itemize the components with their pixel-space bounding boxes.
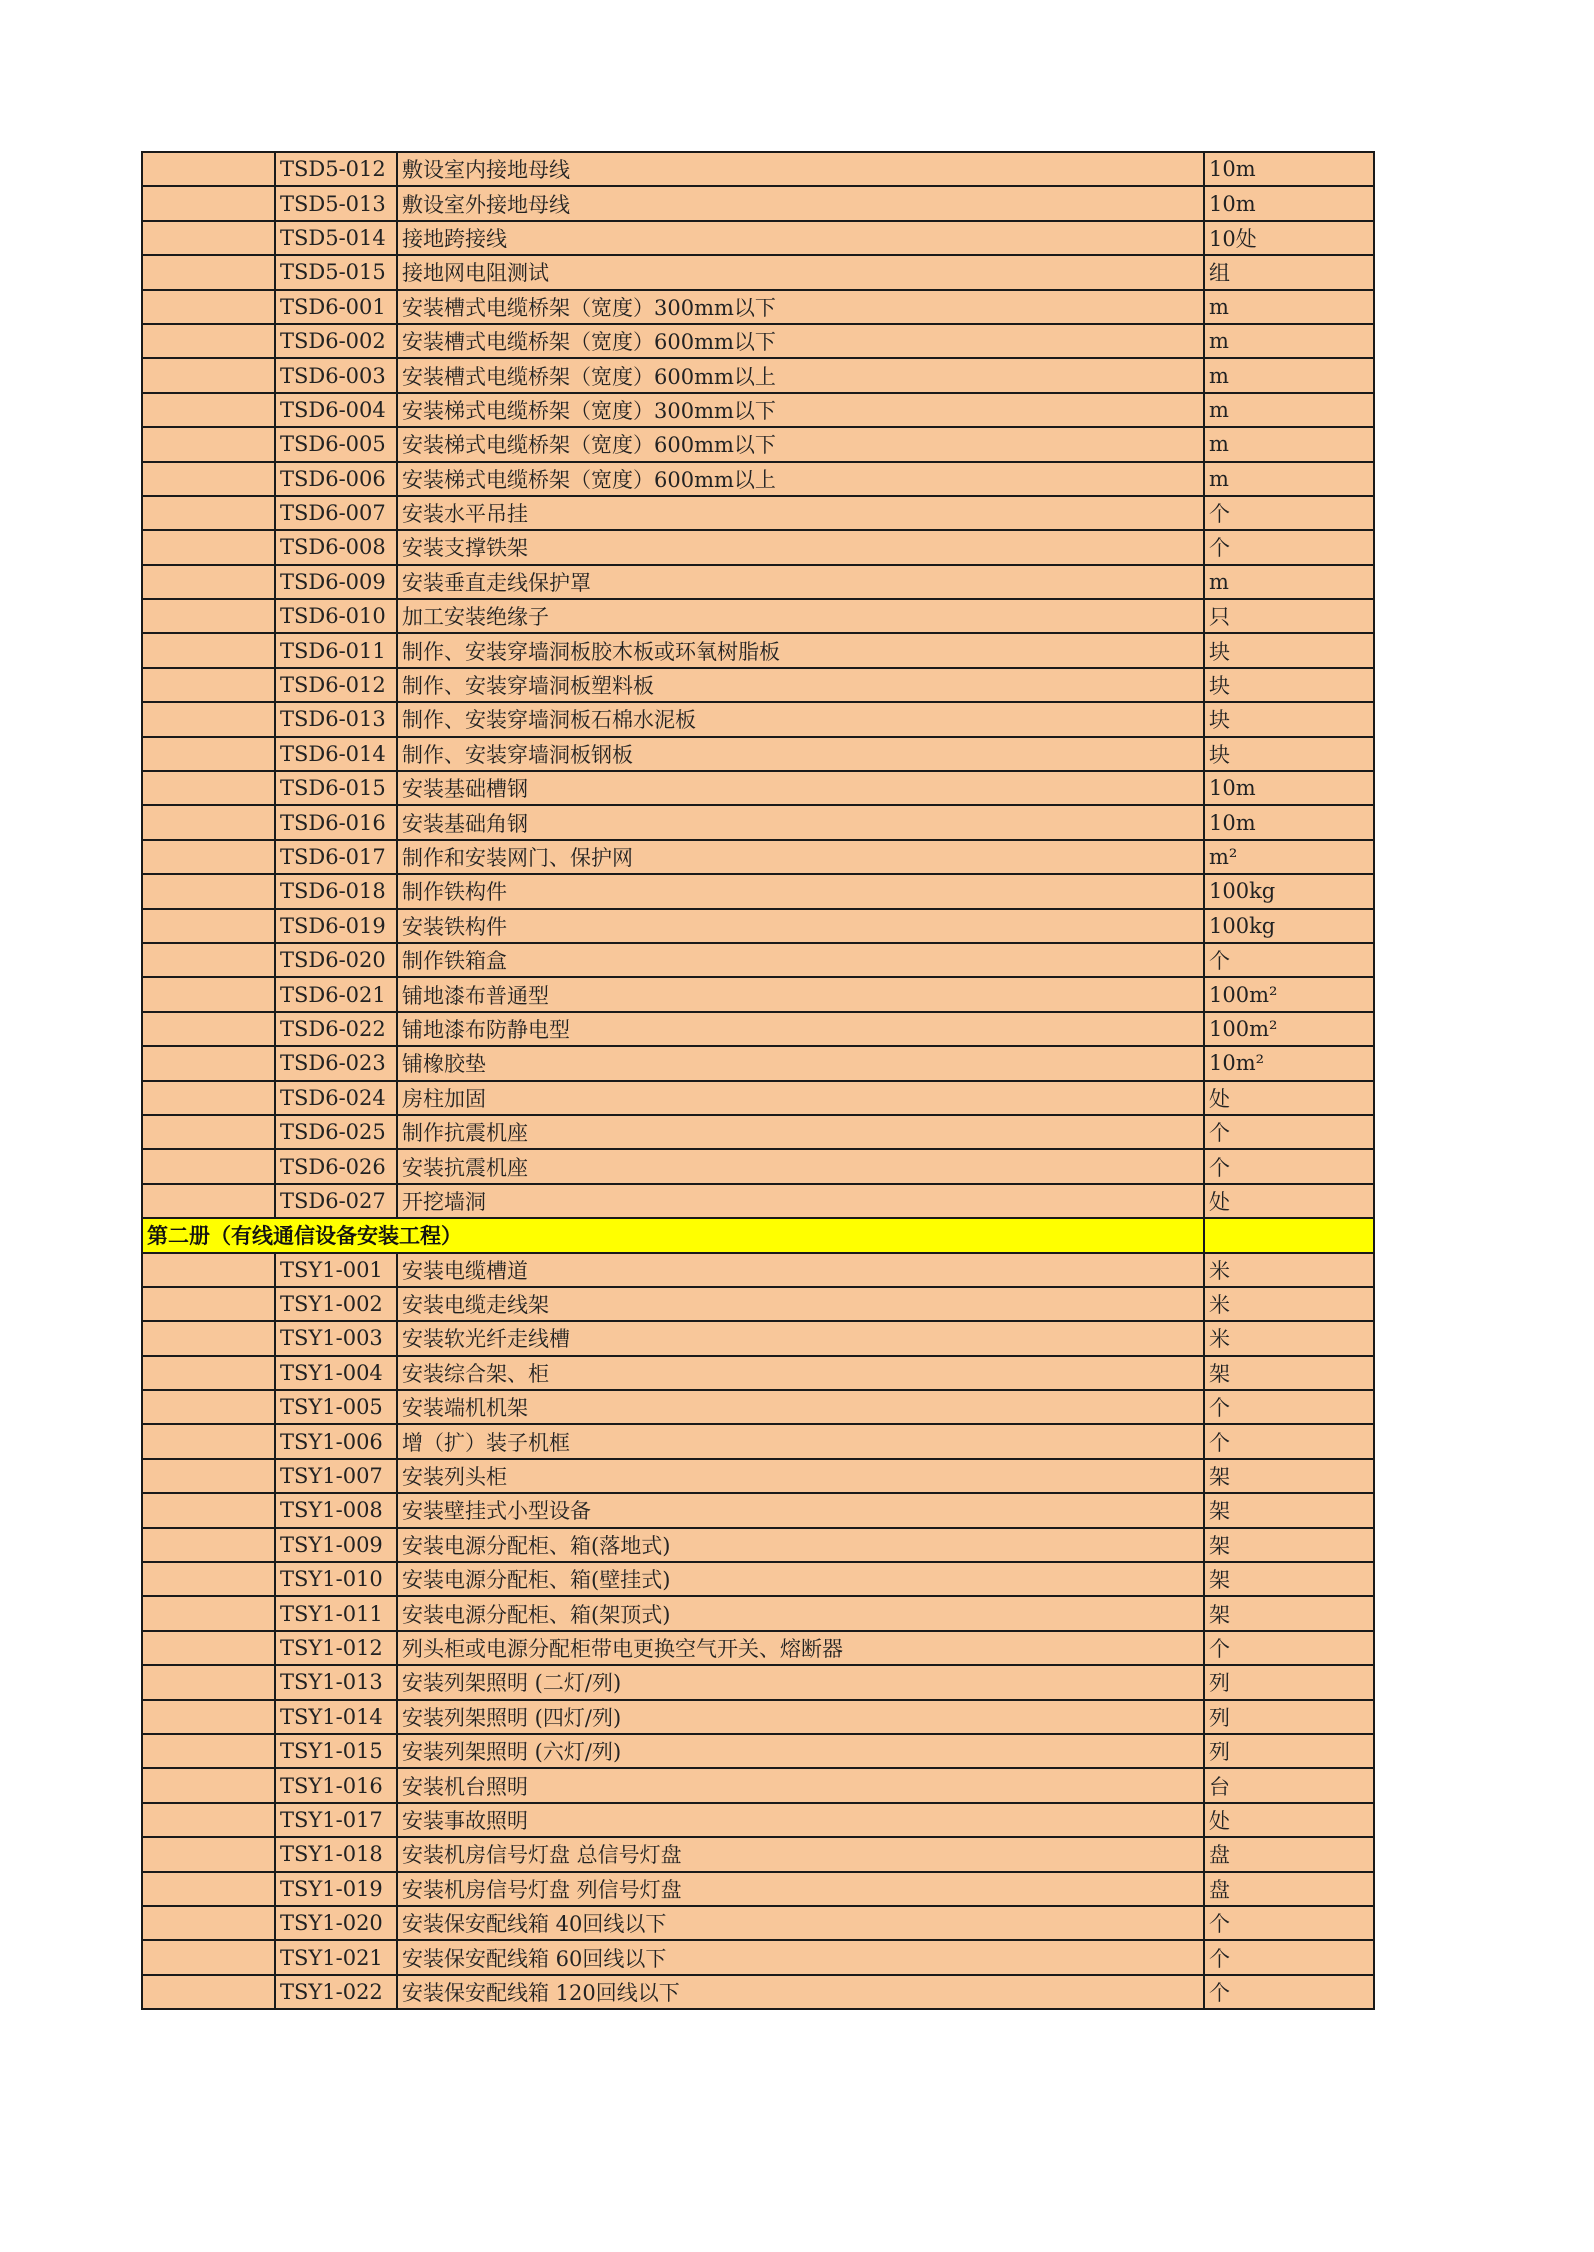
item-code: TSY1-009: [275, 1528, 397, 1562]
blank-cell: [142, 1562, 275, 1596]
item-name: 安装保安配线箱 120回线以下: [397, 1975, 1204, 2009]
item-code: TSD6-009: [275, 565, 397, 599]
item-code: TSY1-008: [275, 1493, 397, 1527]
item-code: TSD6-022: [275, 1012, 397, 1046]
table-row: [142, 1631, 1374, 1665]
blank-cell: [142, 977, 275, 1011]
section-header-row: [142, 1218, 1374, 1252]
item-name: 安装电源分配柜、箱(架顶式): [397, 1596, 1204, 1630]
blank-cell: [142, 1631, 275, 1665]
item-unit: 个: [1204, 1149, 1374, 1183]
table-row: [142, 737, 1374, 771]
item-unit: 米: [1204, 1253, 1374, 1287]
item-name: 敷设室内接地母线: [397, 152, 1204, 186]
item-name: 接地网电阻测试: [397, 255, 1204, 289]
item-code: TSY1-004: [275, 1356, 397, 1390]
item-code: TSD6-020: [275, 943, 397, 977]
item-code: TSY1-003: [275, 1321, 397, 1355]
item-name: 敷设室外接地母线: [397, 186, 1204, 220]
blank-cell: [142, 186, 275, 220]
item-unit: 架: [1204, 1562, 1374, 1596]
item-name: 安装梯式电缆桥架（宽度）300mm以下: [397, 393, 1204, 427]
blank-cell: [142, 496, 275, 530]
table-row: [142, 290, 1374, 324]
item-unit: 组: [1204, 255, 1374, 289]
item-unit: 处: [1204, 1081, 1374, 1115]
quota-table: [141, 151, 1375, 2010]
blank-cell: [142, 1700, 275, 1734]
item-code: TSD6-027: [275, 1184, 397, 1218]
item-code: TSD6-007: [275, 496, 397, 530]
item-name: 安装基础角钢: [397, 805, 1204, 839]
item-code: TSD6-010: [275, 599, 397, 633]
item-name: 加工安装绝缘子: [397, 599, 1204, 633]
item-unit: m: [1204, 324, 1374, 358]
item-name: 铺地漆布防静电型: [397, 1012, 1204, 1046]
item-unit: 个: [1204, 1390, 1374, 1424]
item-code: TSD6-008: [275, 530, 397, 564]
item-name: 安装抗震机座: [397, 1149, 1204, 1183]
item-code: TSY1-007: [275, 1459, 397, 1493]
blank-cell: [142, 771, 275, 805]
item-unit: 架: [1204, 1596, 1374, 1630]
item-unit: 米: [1204, 1321, 1374, 1355]
item-unit: 盘: [1204, 1837, 1374, 1871]
item-code: TSY1-014: [275, 1700, 397, 1734]
item-name: 安装保安配线箱 60回线以下: [397, 1940, 1204, 1974]
item-unit: m: [1204, 462, 1374, 496]
item-name: 制作、安装穿墙洞板钢板: [397, 737, 1204, 771]
section-unit-cell: [1204, 1218, 1374, 1252]
item-unit: m: [1204, 565, 1374, 599]
item-name: 制作、安装穿墙洞板胶木板或环氧树脂板: [397, 633, 1204, 667]
item-code: TSY1-021: [275, 1940, 397, 1974]
blank-cell: [142, 324, 275, 358]
blank-cell: [142, 737, 275, 771]
table-row: [142, 1184, 1374, 1218]
item-code: TSD6-019: [275, 909, 397, 943]
table-row: [142, 1081, 1374, 1115]
item-name: 安装垂直走线保护罩: [397, 565, 1204, 599]
quota-table-body: [142, 152, 1374, 2009]
table-row: [142, 358, 1374, 392]
item-name: 列头柜或电源分配柜带电更换空气开关、熔断器: [397, 1631, 1204, 1665]
item-name: 制作抗震机座: [397, 1115, 1204, 1149]
item-unit: m: [1204, 358, 1374, 392]
item-unit: 个: [1204, 1115, 1374, 1149]
blank-cell: [142, 805, 275, 839]
item-unit: 架: [1204, 1528, 1374, 1562]
blank-cell: [142, 1975, 275, 2009]
item-unit: 个: [1204, 496, 1374, 530]
item-unit: m: [1204, 393, 1374, 427]
item-unit: 100kg: [1204, 909, 1374, 943]
item-name: 安装机房信号灯盘 总信号灯盘: [397, 1837, 1204, 1871]
section-title: 第二册（有线通信设备安装工程）: [142, 1218, 1204, 1252]
item-code: TSD6-001: [275, 290, 397, 324]
item-unit: 个: [1204, 1975, 1374, 2009]
item-name: 开挖墙洞: [397, 1184, 1204, 1218]
blank-cell: [142, 1081, 275, 1115]
item-code: TSD6-017: [275, 840, 397, 874]
item-name: 安装支撑铁架: [397, 530, 1204, 564]
blank-cell: [142, 1493, 275, 1527]
table-row: [142, 565, 1374, 599]
table-row: [142, 840, 1374, 874]
item-unit: 10m: [1204, 805, 1374, 839]
table-row: [142, 1528, 1374, 1562]
table-row: [142, 943, 1374, 977]
blank-cell: [142, 599, 275, 633]
blank-cell: [142, 874, 275, 908]
table-row: [142, 977, 1374, 1011]
blank-cell: [142, 943, 275, 977]
table-row: [142, 152, 1374, 186]
table-row: [142, 1562, 1374, 1596]
item-unit: 块: [1204, 737, 1374, 771]
blank-cell: [142, 633, 275, 667]
item-code: TSD5-012: [275, 152, 397, 186]
item-code: TSD6-006: [275, 462, 397, 496]
table-row: [142, 1734, 1374, 1768]
item-code: TSD6-003: [275, 358, 397, 392]
table-row: [142, 1906, 1374, 1940]
item-name: 安装电源分配柜、箱(落地式): [397, 1528, 1204, 1562]
table-row: [142, 1837, 1374, 1871]
blank-cell: [142, 1356, 275, 1390]
item-unit: 个: [1204, 530, 1374, 564]
table-row: [142, 1665, 1374, 1699]
table-row: [142, 393, 1374, 427]
item-code: TSD6-016: [275, 805, 397, 839]
blank-cell: [142, 221, 275, 255]
item-code: TSY1-002: [275, 1287, 397, 1321]
blank-cell: [142, 358, 275, 392]
table-row: [142, 1803, 1374, 1837]
blank-cell: [142, 1803, 275, 1837]
item-code: TSD6-025: [275, 1115, 397, 1149]
item-code: TSD5-013: [275, 186, 397, 220]
item-unit: 列: [1204, 1734, 1374, 1768]
item-unit: 10m: [1204, 152, 1374, 186]
item-name: 安装列头柜: [397, 1459, 1204, 1493]
blank-cell: [142, 1390, 275, 1424]
item-unit: 处: [1204, 1184, 1374, 1218]
table-row: [142, 1940, 1374, 1974]
item-unit: 个: [1204, 1631, 1374, 1665]
item-name: 安装软光纤走线槽: [397, 1321, 1204, 1355]
blank-cell: [142, 1665, 275, 1699]
item-unit: 架: [1204, 1459, 1374, 1493]
item-code: TSD6-011: [275, 633, 397, 667]
blank-cell: [142, 1872, 275, 1906]
item-unit: 个: [1204, 1906, 1374, 1940]
item-name: 安装铁构件: [397, 909, 1204, 943]
item-unit: 个: [1204, 1940, 1374, 1974]
table-row: [142, 633, 1374, 667]
blank-cell: [142, 909, 275, 943]
item-unit: 盘: [1204, 1872, 1374, 1906]
table-row: [142, 1012, 1374, 1046]
table-row: [142, 1596, 1374, 1630]
blank-cell: [142, 1046, 275, 1080]
table-row: [142, 805, 1374, 839]
item-unit: 个: [1204, 943, 1374, 977]
item-code: TSD6-026: [275, 1149, 397, 1183]
item-code: TSY1-012: [275, 1631, 397, 1665]
item-name: 制作铁构件: [397, 874, 1204, 908]
blank-cell: [142, 1837, 275, 1871]
blank-cell: [142, 1528, 275, 1562]
table-row: [142, 909, 1374, 943]
item-name: 制作、安装穿墙洞板塑料板: [397, 668, 1204, 702]
item-name: 安装机台照明: [397, 1768, 1204, 1802]
blank-cell: [142, 1734, 275, 1768]
item-unit: 10处: [1204, 221, 1374, 255]
item-code: TSY1-006: [275, 1424, 397, 1458]
table-row: [142, 1768, 1374, 1802]
quota-table-sheet: [141, 151, 1373, 2010]
table-row: [142, 1390, 1374, 1424]
item-unit: 块: [1204, 668, 1374, 702]
blank-cell: [142, 1459, 275, 1493]
item-name: 铺橡胶垫: [397, 1046, 1204, 1080]
table-row: [142, 1115, 1374, 1149]
item-name: 铺地漆布普通型: [397, 977, 1204, 1011]
item-unit: 10m: [1204, 771, 1374, 805]
table-row: [142, 874, 1374, 908]
blank-cell: [142, 530, 275, 564]
item-code: TSY1-022: [275, 1975, 397, 2009]
blank-cell: [142, 1424, 275, 1458]
blank-cell: [142, 1149, 275, 1183]
item-code: TSD6-002: [275, 324, 397, 358]
item-code: TSY1-001: [275, 1253, 397, 1287]
item-code: TSY1-013: [275, 1665, 397, 1699]
item-name: 安装列架照明 (六灯/列): [397, 1734, 1204, 1768]
item-code: TSD6-004: [275, 393, 397, 427]
item-name: 制作和安装网门、保护网: [397, 840, 1204, 874]
blank-cell: [142, 1184, 275, 1218]
item-unit: 架: [1204, 1356, 1374, 1390]
table-row: [142, 324, 1374, 358]
table-row: [142, 1287, 1374, 1321]
item-code: TSY1-020: [275, 1906, 397, 1940]
blank-cell: [142, 1287, 275, 1321]
table-row: [142, 221, 1374, 255]
table-row: [142, 1046, 1374, 1080]
item-name: 安装槽式电缆桥架（宽度）600mm以上: [397, 358, 1204, 392]
item-unit: 个: [1204, 1424, 1374, 1458]
item-unit: 10m²: [1204, 1046, 1374, 1080]
item-unit: 列: [1204, 1665, 1374, 1699]
table-row: [142, 1149, 1374, 1183]
item-code: TSY1-010: [275, 1562, 397, 1596]
item-unit: 100m²: [1204, 977, 1374, 1011]
item-name: 制作铁箱盒: [397, 943, 1204, 977]
item-name: 接地跨接线: [397, 221, 1204, 255]
blank-cell: [142, 840, 275, 874]
item-name: 安装列架照明 (二灯/列): [397, 1665, 1204, 1699]
table-row: [142, 427, 1374, 461]
item-name: 安装保安配线箱 40回线以下: [397, 1906, 1204, 1940]
item-code: TSY1-015: [275, 1734, 397, 1768]
item-name: 安装端机机架: [397, 1390, 1204, 1424]
blank-cell: [142, 290, 275, 324]
blank-cell: [142, 1596, 275, 1630]
item-unit: 100m²: [1204, 1012, 1374, 1046]
item-unit: 架: [1204, 1493, 1374, 1527]
table-row: [142, 771, 1374, 805]
item-name: 安装机房信号灯盘 列信号灯盘: [397, 1872, 1204, 1906]
table-row: [142, 462, 1374, 496]
blank-cell: [142, 1321, 275, 1355]
table-row: [142, 702, 1374, 736]
table-row: [142, 599, 1374, 633]
item-unit: 处: [1204, 1803, 1374, 1837]
item-name: 安装槽式电缆桥架（宽度）300mm以下: [397, 290, 1204, 324]
item-name: 房柱加固: [397, 1081, 1204, 1115]
item-code: TSD5-015: [275, 255, 397, 289]
blank-cell: [142, 1768, 275, 1802]
item-name: 安装列架照明 (四灯/列): [397, 1700, 1204, 1734]
blank-cell: [142, 668, 275, 702]
item-unit: 10m: [1204, 186, 1374, 220]
item-name: 安装电源分配柜、箱(壁挂式): [397, 1562, 1204, 1596]
item-name: 安装梯式电缆桥架（宽度）600mm以下: [397, 427, 1204, 461]
item-code: TSY1-011: [275, 1596, 397, 1630]
table-row: [142, 496, 1374, 530]
item-unit: 台: [1204, 1768, 1374, 1802]
item-code: TSY1-005: [275, 1390, 397, 1424]
item-name: 安装梯式电缆桥架（宽度）600mm以上: [397, 462, 1204, 496]
blank-cell: [142, 1253, 275, 1287]
item-code: TSD6-018: [275, 874, 397, 908]
table-row: [142, 1459, 1374, 1493]
item-unit: 块: [1204, 702, 1374, 736]
blank-cell: [142, 1012, 275, 1046]
blank-cell: [142, 255, 275, 289]
item-code: TSD6-015: [275, 771, 397, 805]
item-code: TSY1-016: [275, 1768, 397, 1802]
item-name: 安装基础槽钢: [397, 771, 1204, 805]
item-unit: 列: [1204, 1700, 1374, 1734]
item-name: 安装电缆走线架: [397, 1287, 1204, 1321]
item-name: 安装水平吊挂: [397, 496, 1204, 530]
item-unit: m: [1204, 427, 1374, 461]
item-code: TSY1-018: [275, 1837, 397, 1871]
blank-cell: [142, 565, 275, 599]
table-row: [142, 1356, 1374, 1390]
item-code: TSD5-014: [275, 221, 397, 255]
item-code: TSD6-013: [275, 702, 397, 736]
table-row: [142, 1700, 1374, 1734]
blank-cell: [142, 462, 275, 496]
item-code: TSD6-021: [275, 977, 397, 1011]
table-row: [142, 1975, 1374, 2009]
item-code: TSD6-014: [275, 737, 397, 771]
item-name: 制作、安装穿墙洞板石棉水泥板: [397, 702, 1204, 736]
item-code: TSD6-023: [275, 1046, 397, 1080]
table-row: [142, 255, 1374, 289]
item-unit: 100kg: [1204, 874, 1374, 908]
item-name: 安装事故照明: [397, 1803, 1204, 1837]
item-name: 安装综合架、柜: [397, 1356, 1204, 1390]
item-name: 安装槽式电缆桥架（宽度）600mm以下: [397, 324, 1204, 358]
blank-cell: [142, 152, 275, 186]
table-row: [142, 668, 1374, 702]
blank-cell: [142, 393, 275, 427]
item-unit: m: [1204, 290, 1374, 324]
table-row: [142, 530, 1374, 564]
blank-cell: [142, 1115, 275, 1149]
table-row: [142, 1424, 1374, 1458]
blank-cell: [142, 1940, 275, 1974]
item-name: 安装电缆槽道: [397, 1253, 1204, 1287]
item-code: TSY1-017: [275, 1803, 397, 1837]
blank-cell: [142, 702, 275, 736]
item-code: TSY1-019: [275, 1872, 397, 1906]
item-unit: m²: [1204, 840, 1374, 874]
item-code: TSD6-005: [275, 427, 397, 461]
blank-cell: [142, 1906, 275, 1940]
item-code: TSD6-024: [275, 1081, 397, 1115]
item-name: 安装壁挂式小型设备: [397, 1493, 1204, 1527]
table-row: [142, 1872, 1374, 1906]
blank-cell: [142, 427, 275, 461]
table-row: [142, 1493, 1374, 1527]
table-row: [142, 186, 1374, 220]
item-code: TSD6-012: [275, 668, 397, 702]
table-row: [142, 1321, 1374, 1355]
item-unit: 只: [1204, 599, 1374, 633]
item-unit: 块: [1204, 633, 1374, 667]
table-row: [142, 1253, 1374, 1287]
item-name: 增（扩）装子机框: [397, 1424, 1204, 1458]
item-unit: 米: [1204, 1287, 1374, 1321]
